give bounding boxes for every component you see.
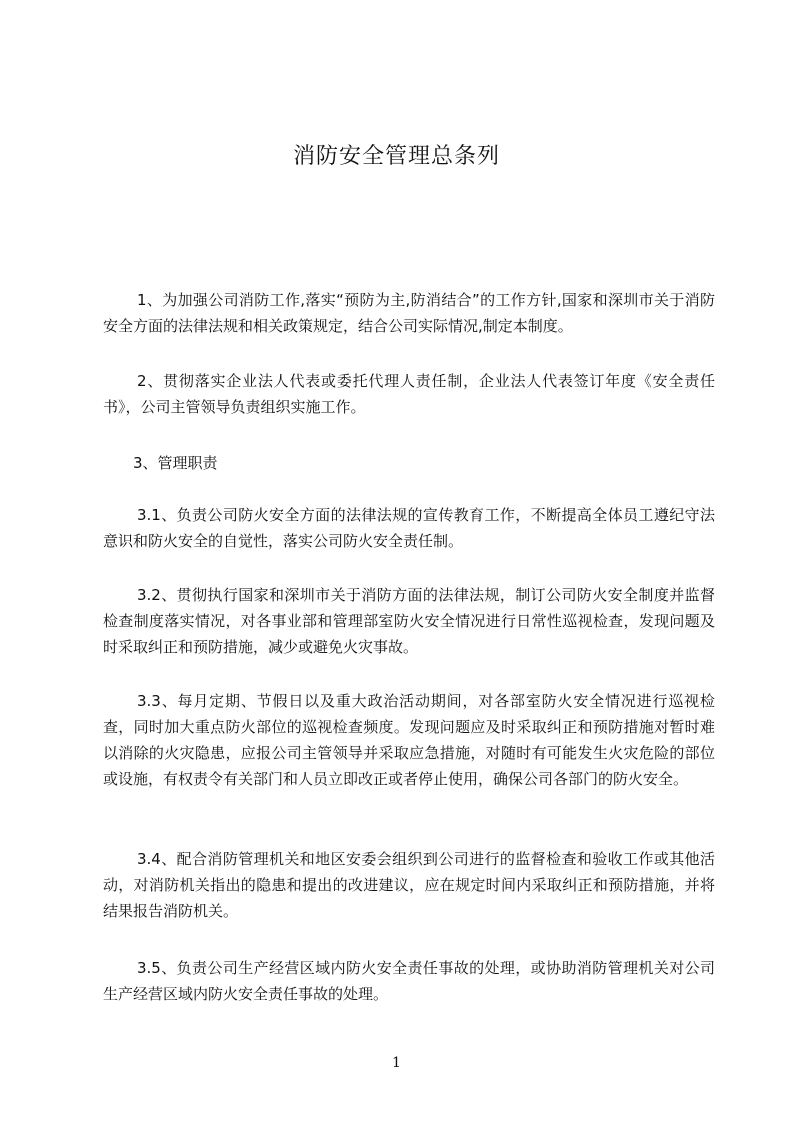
section-heading-management-duties: 3、管理职责 <box>133 454 218 472</box>
paragraph-2: 2、贯彻落实企业法人代表或委托代理人责任制，企业法人代表签订年度《安全责任书》，公司主管领导负责组织实施工作。 <box>103 372 715 416</box>
paragraph-1: 1、为加强公司消防工作,落实“预防为主,防消结合”的工作方针,国家和深圳市关于消防安全方面的法律法规和相关政策规定，结合公司实际情况,制定本制度。 <box>103 291 715 335</box>
paragraph-3-4: 3.4、配合消防管理机关和地区安委会组织到公司进行的监督检查和验收工作或其他活动，对消防机关指出的隐患和提出的改进建议，应在规定时间内采取纠正和预防措施，并将结果报告消防机关。 <box>103 850 715 920</box>
paragraph-3-2: 3.2、贯彻执行国家和深圳市关于消防方面的法律法规，制订公司防火安全制度并监督检查制度落实情况，对各事业部和管理部室防火安全情况进行日常性巡视检查，发现问题及时采取纠正和预防措施，减少或避免火灾事故。 <box>103 586 715 656</box>
document-title: 消防安全管理总条列 <box>292 144 500 169</box>
paragraph-3-3: 3.3、每月定期、节假日以及重大政治活动期间，对各部室防火安全情况进行巡视检查，同时加大重点防火部位的巡视检查频度。发现问题应及时采取纠正和预防措施对暂时难以消除的火灾隐患，应报公司主管领导并采取应急措施，对随时有可能发生火灾危险的部位或设施，有权责令有关部门和人员立即改正或者停止使用，确保公司各部门的防火安全。 <box>103 692 715 788</box>
paragraph-3-1: 3.1、负责公司防火安全方面的法律法规的宣传教育工作，不断提高全体员工遵纪守法意识和防火安全的自觉性，落实公司防火安全责任制。 <box>103 506 715 550</box>
page-number: 1 <box>392 1055 401 1071</box>
paragraph-3-5: 3.5、负责公司生产经营区域内防火安全责任事故的处理，或协助消防管理机关对公司生产经营区域内防火安全责任事故的处理。 <box>103 959 715 1003</box>
